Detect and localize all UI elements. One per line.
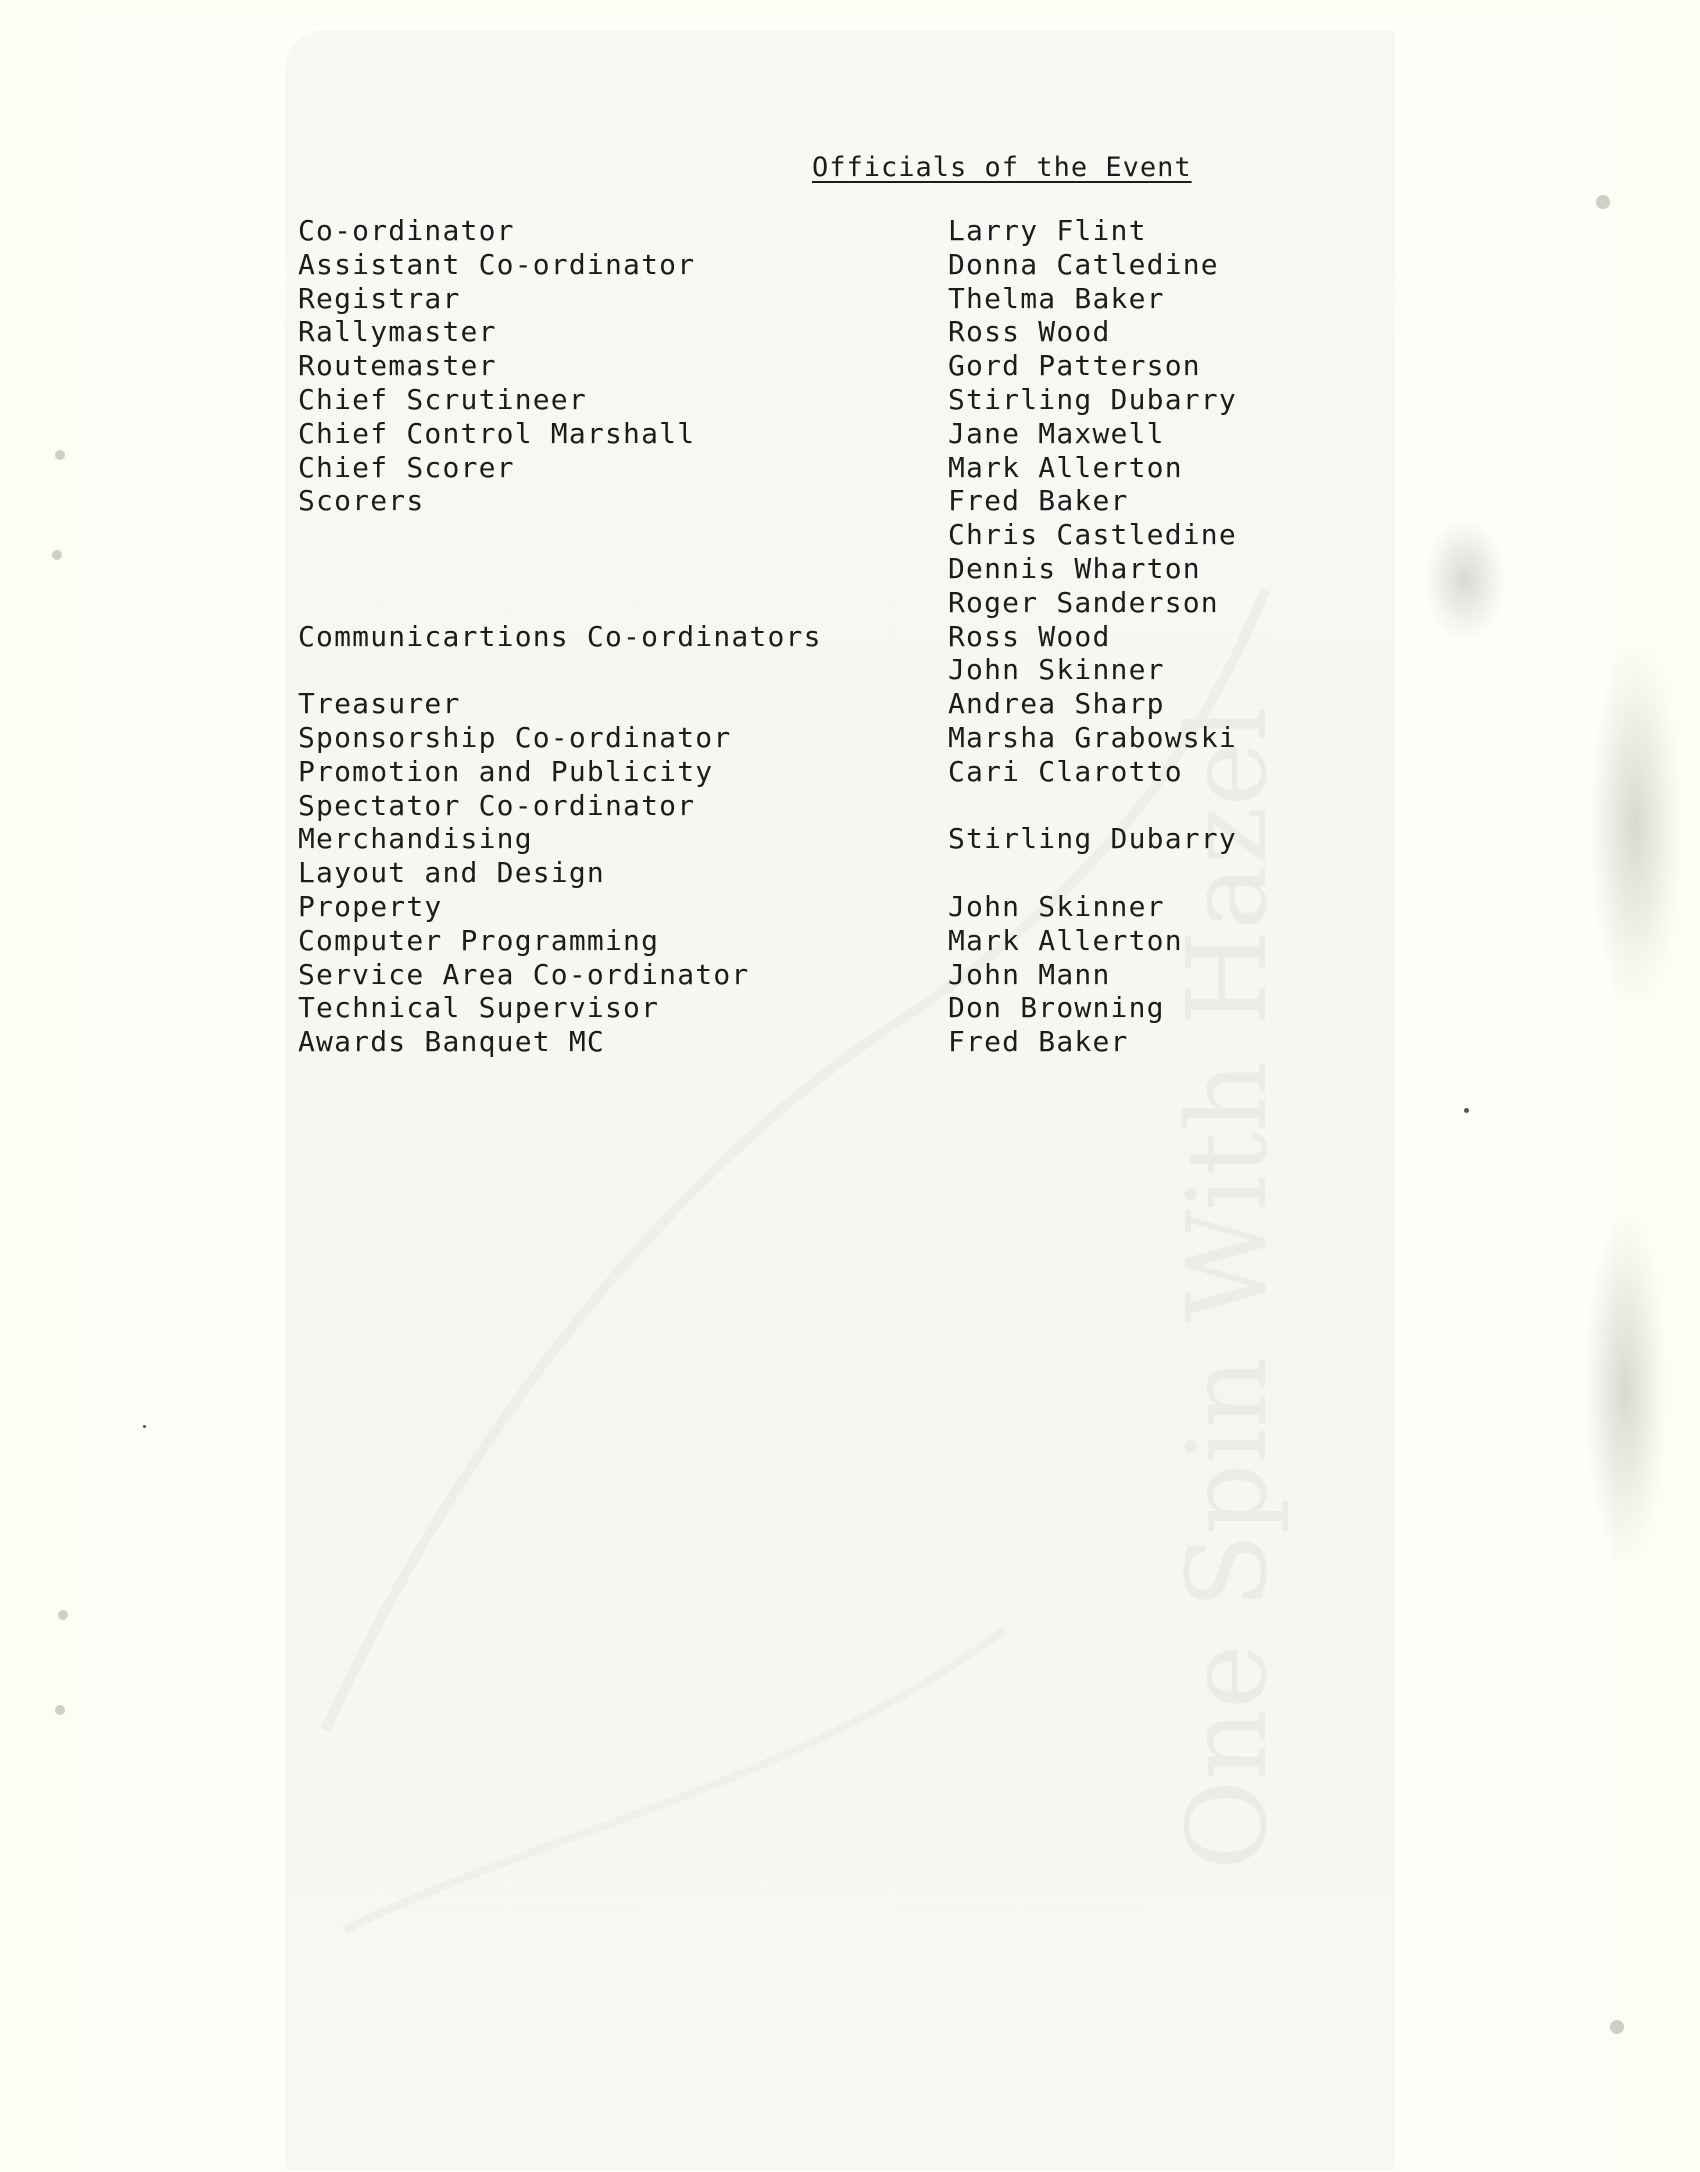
role-item: Rallymaster bbox=[298, 315, 497, 349]
name-item: Donna Catledine bbox=[948, 247, 1219, 281]
name-item: Ross Wood bbox=[948, 315, 1111, 349]
roles-column bbox=[298, 214, 822, 1059]
role-item: Technical Supervisor bbox=[298, 991, 660, 1025]
role-item-blank bbox=[298, 518, 822, 552]
document-title: Officials of the Event bbox=[812, 152, 1192, 183]
role-item-blank bbox=[298, 653, 822, 687]
name-item: John Skinner bbox=[948, 653, 1165, 687]
role-item: Communicartions Co-ordinators bbox=[298, 619, 822, 653]
name-item: John Mann bbox=[948, 957, 1111, 991]
names-column bbox=[948, 214, 1237, 1059]
role-item: Assistant Co-ordinator bbox=[298, 247, 696, 281]
name-item: Ross Wood bbox=[948, 619, 1111, 653]
scan-speck bbox=[1464, 1108, 1469, 1113]
name-item: Cari Clarotto bbox=[948, 754, 1183, 788]
name-item: John Skinner bbox=[948, 889, 1165, 923]
role-item: Sponsorship Co-ordinator bbox=[298, 720, 732, 754]
name-item: Fred Baker bbox=[948, 484, 1129, 518]
name-item-blank bbox=[948, 856, 1237, 890]
scan-speck bbox=[52, 550, 62, 560]
scan-smudge bbox=[1585, 1220, 1665, 1560]
name-item: Don Browning bbox=[948, 991, 1165, 1025]
name-item: Stirling Dubarry bbox=[948, 382, 1237, 416]
name-item: Fred Baker bbox=[948, 1025, 1129, 1059]
role-item: Chief Control Marshall bbox=[298, 416, 696, 450]
role-item: Property bbox=[298, 889, 443, 923]
role-item: Awards Banquet MC bbox=[298, 1025, 605, 1059]
role-item: Service Area Co-ordinator bbox=[298, 957, 750, 991]
scan-speck bbox=[55, 1705, 65, 1715]
name-item: Chris Castledine bbox=[948, 518, 1237, 552]
name-item: Mark Allerton bbox=[948, 450, 1183, 484]
role-item: Merchandising bbox=[298, 822, 533, 856]
role-item: Routemaster bbox=[298, 349, 497, 383]
name-item: Larry Flint bbox=[948, 214, 1147, 247]
scan-speck bbox=[55, 450, 65, 460]
scan-speck bbox=[58, 1610, 68, 1620]
name-item: Stirling Dubarry bbox=[948, 822, 1237, 856]
watermark-text: One Spin With Hazel bbox=[1163, 706, 1291, 1870]
scan-speck bbox=[143, 1425, 146, 1428]
role-item: Spectator Co-ordinator bbox=[298, 788, 696, 822]
scan-smudge bbox=[1425, 520, 1505, 640]
role-item: Treasurer bbox=[298, 687, 461, 721]
scan-speck bbox=[1610, 2020, 1624, 2034]
role-item: Registrar bbox=[298, 281, 461, 315]
name-item: Gord Patterson bbox=[948, 349, 1201, 383]
role-item: Scorers bbox=[298, 484, 425, 518]
role-item: Co-ordinator bbox=[298, 214, 515, 247]
role-item: Layout and Design bbox=[298, 856, 605, 890]
name-item: Roger Sanderson bbox=[948, 585, 1219, 619]
watermark-car-outline-2 bbox=[345, 1630, 1005, 1930]
name-item-blank bbox=[948, 789, 1237, 823]
role-item: Promotion and Publicity bbox=[298, 754, 714, 788]
name-item: Jane Maxwell bbox=[948, 416, 1165, 450]
role-item: Chief Scorer bbox=[298, 450, 515, 484]
scan-speck bbox=[1596, 195, 1610, 209]
name-item: Andrea Sharp bbox=[948, 687, 1165, 721]
role-item-blank bbox=[298, 586, 822, 620]
name-item: Thelma Baker bbox=[948, 281, 1165, 315]
scan-smudge bbox=[1590, 650, 1680, 1000]
role-item-blank bbox=[298, 552, 822, 586]
name-item: Dennis Wharton bbox=[948, 551, 1201, 585]
role-item: Chief Scrutineer bbox=[298, 382, 587, 416]
role-item: Computer Programming bbox=[298, 923, 660, 957]
name-item: Mark Allerton bbox=[948, 923, 1183, 957]
name-item: Marsha Grabowski bbox=[948, 720, 1237, 754]
